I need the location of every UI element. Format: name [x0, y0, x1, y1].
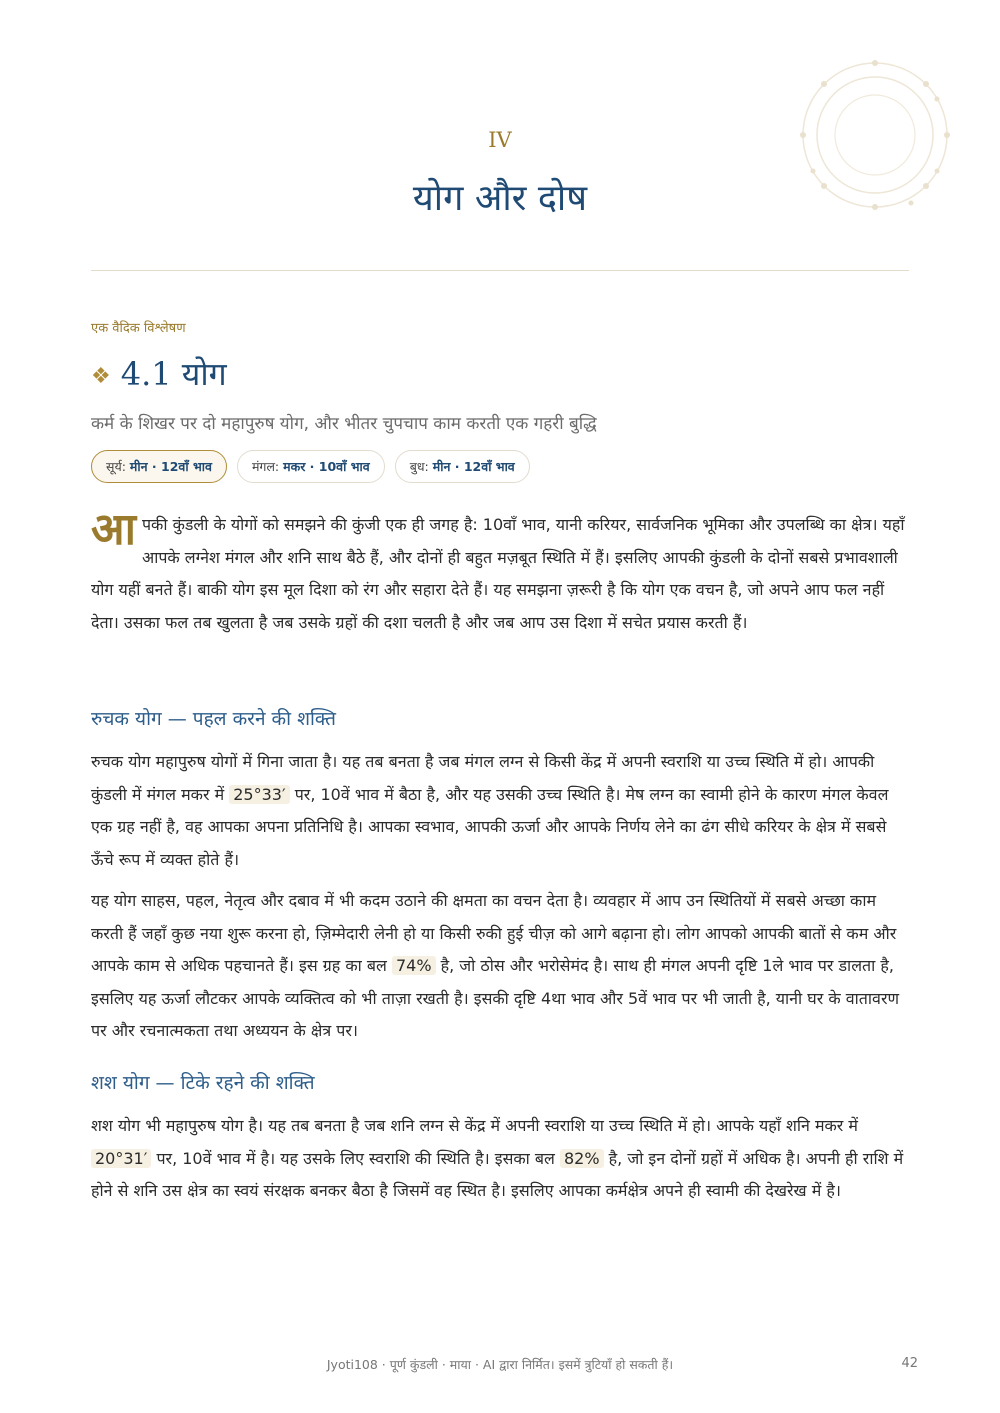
- section-title: [91, 352, 227, 395]
- degree-value: 25°33′: [229, 785, 289, 804]
- chip-label: सूर्य:: [106, 459, 126, 474]
- text-span: है, जो इन दोनों ग्रहों में अधिक है। अपनी ही राशि में होने से शनि उस क्षेत्र का स्वयं संरक्षक बनकर बैठा है जिसमें वह स्थित है। इसलिए आपका कर्मक्षेत्र अपने ही स्वामी की देखरेख में है।: [91, 1148, 904, 1200]
- ruchak-yoga-body: [91, 746, 909, 1048]
- shash-paragraph-1: [91, 1110, 909, 1208]
- section-kicker: एक वैदिक विश्लेषण: [91, 321, 186, 336]
- text-span: है, जो ठोस और भरोसेमंद है। साथ ही मंगल अपनी दृष्टि 1ले भाव पर डालता है, इसलिए यह ऊर्जा लौटकर आपके व्यक्तित्व को भी ताज़ा रखती है। इसकी दृष्टि 4था भाव और 5वें भाव पर भी जाती है, यानी घर के वातावरण पर और रचनात्मकता तथा अध्ययन के क्षेत्र पर।: [91, 956, 900, 1040]
- intro-text: पकी कुंडली के योगों को समझने की कुंजी एक ही जगह है: 10वाँ भाव, यानी करियर, सार्वजनिक भूमिका और उपलब्धि का क्षेत्र। यहाँ आपके लग्नेश मंगल और शनि साथ बैठे हैं, और दोनों ही बहुत मज़बूत स्थिति में हैं। इसलिए आपकी कुंडली के दोनों सबसे प्रभावशाली योग यहीं बनते हैं। बाकी योग इस मूल दिशा को रंग और सहारा देते हैं। यह समझना ज़रूरी है कि योग एक वचन है, जो अपने आप फल नहीं देता। उसका फल तब खुलता है जब उसके ग्रहों की दशा चलती है और जब आप उस दिशा में सचेत प्रयास करती हैं।: [91, 515, 905, 632]
- ruchak-paragraph-1: [91, 746, 909, 876]
- chip-mars[interactable]: [237, 450, 385, 483]
- diamond-bullet-icon: ❖: [91, 364, 111, 389]
- chip-value: मकर · 10वाँ भाव: [283, 459, 370, 474]
- chip-value: मीन · 12वाँ भाव: [432, 459, 515, 474]
- planet-chips: [91, 450, 530, 483]
- intro-paragraph: [91, 504, 909, 639]
- divider: [91, 270, 909, 271]
- chip-label: बुध:: [409, 459, 429, 474]
- ruchak-yoga-heading: रुचक योग — पहल करने की शक्ति: [91, 708, 336, 730]
- chip-label: मंगल:: [251, 459, 280, 474]
- shash-yoga-body: [91, 1110, 909, 1208]
- shash-yoga-heading: शश योग — टिके रहने की शक्ति: [91, 1072, 315, 1094]
- text-span: शश योग भी महापुरुष योग है। यह तब बनता है जब शनि लग्न से केंद्र में अपनी स्वराशि या उच्च स्थिति में हो। आपके यहाँ शनि मकर में: [91, 1116, 859, 1135]
- text-span: पर, 10वें भाव में है। यह उसके लिए स्वराशि की स्थिति है। इसका बल: [156, 1148, 555, 1168]
- page-number: 42: [901, 1356, 918, 1371]
- degree-value: 20°31′: [91, 1149, 151, 1168]
- text-span: यह योग साहस, पहल, नेतृत्व और दबाव में भी कदम उठाने की क्षमता का वचन देता है। व्यवहार में आप उन स्थितियों में सबसे अच्छा काम करती हैं जहाँ कुछ नया शुरू करना हो, ज़िम्मेदारी लेनी हो या किसी रुकी हुई चीज़ को आगे बढ़ाना हो। लोग आपको आपकी बातों से कम और आपके काम से अधिक पहचानते हैं। इस ग्रह का बल: [91, 891, 897, 975]
- strength-value: 74%: [392, 956, 436, 975]
- section-title-text: 4.1 योग: [120, 355, 227, 393]
- chip-value: मीन · 12वाँ भाव: [129, 459, 212, 474]
- page-footer: Jyoti108 · पूर्ण कुंडली · माया · AI द्वारा निर्मित। इसमें त्रुटियाँ हो सकती हैं।: [326, 1357, 674, 1372]
- text-span: रुचक योग महापुरुष योगों में गिना जाता है। यह तब बनता है जब मंगल लग्न से किसी केंद्र में अपनी स्वराशि या उच्च स्थिति में हो। आपकी कुंडली में मंगल मकर में: [91, 752, 875, 804]
- ruchak-paragraph-2: [91, 885, 909, 1048]
- section-subtitle: कर्म के शिखर पर दो महापुरुष योग, और भीतर चुपचाप काम करती एक गहरी बुद्धि: [91, 414, 597, 434]
- chip-sun[interactable]: [91, 450, 227, 483]
- drop-cap: आ: [91, 504, 136, 555]
- chapter-number: IV: [488, 128, 512, 152]
- chapter-title: योग और दोष: [412, 178, 588, 219]
- strength-value: 82%: [560, 1149, 604, 1168]
- text-span: पर, 10वें भाव में बैठा है, और यह उसकी उच्च स्थिति है। मेष लग्न का स्वामी होने के कारण मंगल केवल एक ग्रह नहीं है, वह आपका अपना प्रतिनिधि है। आपका स्वभाव, आपकी ऊर्जा और आपके निर्णय लेने का ढंग सीधे करियर के क्षेत्र में सबसे ऊँचे रूप में व्यक्त होते हैं।: [91, 784, 889, 869]
- chip-mercury[interactable]: [395, 450, 530, 483]
